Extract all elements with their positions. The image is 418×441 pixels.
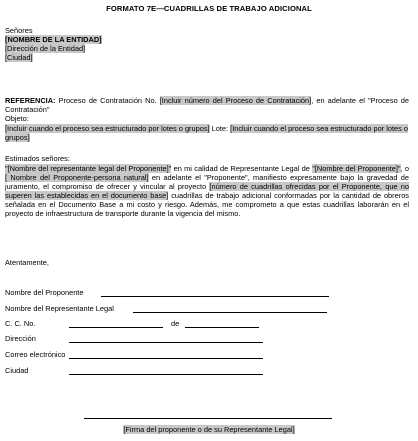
signature-caption: [Firma del proponente o de su Representante Legal] <box>123 425 295 434</box>
closing: Atentamente, <box>5 258 49 267</box>
field-cc <box>5 319 405 328</box>
document-title: FORMATO 7E—CUADRILLAS DE TRABAJO ADICIONAL <box>106 4 312 13</box>
process-number: [Incluir número del Proceso de Contratación] <box>159 96 312 105</box>
lots-note: [Incluir cuando el proceso sea estructurado por lotes o grupos] <box>5 124 210 133</box>
field-proponent-line <box>101 296 329 297</box>
body-text-3: en adelante el "Proponente", manifiesto expresamente bajo la gravedad de juramento, el compromiso de ofrecer y vincular al proyecto <box>5 173 409 191</box>
lots-note-2: [Incluir cuando el proceso sea estructurado por lotes o grupos] <box>5 124 409 142</box>
reference-text-1: Proceso de Contratación No. <box>55 96 160 105</box>
field-address <box>5 334 405 343</box>
field-email <box>5 350 405 359</box>
entity-address: [Dirección de la Entidad] <box>5 44 86 53</box>
salutation: Señores <box>5 26 33 35</box>
greeting: Estimados señores: <box>5 154 70 163</box>
entity-name: [NOMBRE DE LA ENTIDAD] <box>5 35 102 44</box>
field-proponent-label: Nombre del Proponente <box>5 288 84 297</box>
body-text-1: en mi calidad de Representante Legal de <box>171 164 313 173</box>
field-proponent <box>5 288 405 297</box>
field-email-line <box>69 358 263 359</box>
objeto-label: Objeto: <box>5 114 29 123</box>
crews-count: [número de cuadrillas ofrecidas por el Proponente, que no superen las establecidas en el documento base] <box>5 182 409 200</box>
body-text-4: cuadrillas de trabajo adicional conformadas por la cantidad de obreros señalada en el Documento Base a mi costo y riesgo. Además, me comprometo a que estas cuadrillas laborarán en el proyecto de infraestructura de transporte durante la vigencia del mismo. <box>5 191 410 218</box>
proponent-name: "[Nombre del Proponente]" <box>312 164 401 173</box>
field-legal-rep-line <box>133 312 327 313</box>
rep-name: "[Nombre del representante legal del Proponente]" <box>5 164 172 173</box>
field-city-label: Ciudad <box>5 366 29 375</box>
field-cc-line <box>69 327 163 328</box>
body-paragraph <box>5 164 409 218</box>
lote-label: Lote: <box>209 124 231 133</box>
field-de-line <box>185 327 259 328</box>
signature-caption-wrap <box>0 425 418 434</box>
field-address-line <box>69 342 263 343</box>
field-email-label: Correo electrónico <box>5 350 66 359</box>
lots-line <box>5 124 409 142</box>
body-text-2: , o <box>400 164 409 173</box>
field-de-label: de <box>171 319 180 328</box>
field-address-label: Dirección <box>5 334 36 343</box>
field-cc-label: C. C. No. <box>5 319 36 328</box>
reference-label: REFERENCIA: <box>5 96 56 105</box>
field-city <box>5 366 405 375</box>
signature-line <box>84 418 332 419</box>
address-block <box>5 26 409 62</box>
field-city-line <box>69 374 263 375</box>
entity-city: [Ciudad] <box>5 53 33 62</box>
field-legal-rep-label: Nombre del Representante Legal <box>5 304 114 313</box>
natural-person-name: [ Nombre del Proponente-persona natural] <box>5 173 149 182</box>
reference-text-2: , en adelante el "Proceso de Contratación" <box>5 96 409 114</box>
field-legal-rep <box>5 304 405 313</box>
reference-block <box>5 96 409 114</box>
